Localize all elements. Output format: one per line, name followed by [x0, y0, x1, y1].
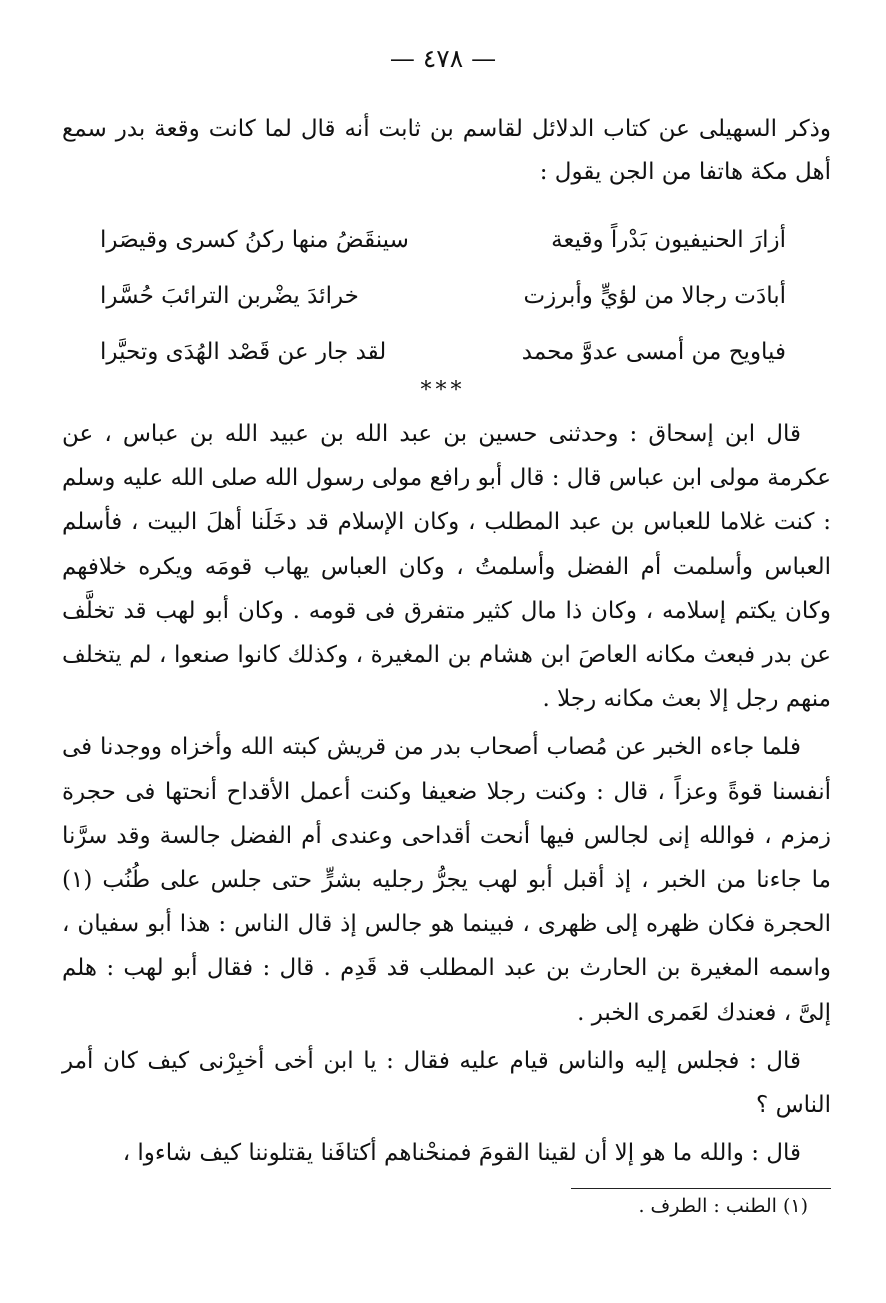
paragraph: قال : والله ما هو إلا أن لقينا القومَ فمنحْناهم أكتافَنا يقتلوننا كيف شاءوا ، [122, 1140, 801, 1167]
footnote: (١) الطنب : الطرف . [638, 1195, 808, 1217]
paragraph: قال : فجلس إليه والناس قيام عليه فقال : يا ابن أخى أخبِرْنى كيف كان أمر الناس ؟ [62, 1047, 831, 1119]
paragraph: فلما جاءه الخبر عن مُصاب أصحاب بدر من قريش كبته الله وأخزاه ووجدنا فى أنفسنا قوةً وعزاً ، قال : وكنت رجلا ضعيفا وكنت أعمل الأقداح أنحتها فى حجرة زمزم ، فوالله إنى لجالس فيها أنحت أقداحى وعندى أم الفضل جالسة وقد سرَّنا ما جاءنا من الخبر ، إذ أقبل أبو لهب يجرُّ رجليه بشرٍّ حتى جلس على طُنُب (١) الحجرة فكان ظهره إلى ظهرى ، فبينما هو جالس إذ قال الناس : هذا أبو سفيان ، واسمه المغيرة بن الحارث بن عبد المطلب قد قَدِم . قال : فقال أبو لهب : هلم إلىَّ ، فعندك لعَمرى الخبر . [62, 734, 831, 1026]
verse-second-hemistich: سينقَضُ منها ركنُ كسرى وقيصَرا [100, 227, 409, 253]
section-separator: *** [420, 378, 466, 403]
intro-paragraph: وذكر السهيلى عن كتاب الدلائل لقاسم بن ثابت أنه قال لما كانت وقعة بدر سمع أهل مكة هاتفا من الجن يقول : [62, 116, 831, 185]
verse-line [100, 324, 786, 380]
main-text [62, 412, 831, 1175]
verse-second-hemistich: خرائدَ يضْربن الترائبَ حُسَّرا [100, 283, 359, 309]
paragraph: قال ابن إسحاق : وحدثنى حسين بن عبد الله بن عبيد الله بن عباس ، عن عكرمة مولى ابن عباس قال : قال أبو رافع مولى رسول الله صلى الله عليه وسلم : كنت غلاما للعباس بن عبد المطلب ، وكان الإسلام قد دخَلَنا أهلَ البيت ، فأسلم العباس وأسلمت أم الفضل وأسلمتُ ، وكان العباس يهاب قومَه ويكره خلافهم وكان يكتم إسلامه ، وكان ذا مال كثير متفرق فى قومه . وكان أبو لهب قد تخلَّف عن بدر فبعث مكانه العاصَ ابن هشام بن المغيرة ، وكذلك كانوا صنعوا ، لم يتخلف منهم رجل إلا بعث مكانه رجلا . [62, 421, 831, 713]
verse-line [100, 212, 786, 268]
page-number: — ٤٧٨ — [389, 44, 497, 73]
footnote-divider [571, 1188, 831, 1189]
verse-first-hemistich: أزارَ الحنيفيون بَدْراً وقيعة [551, 227, 786, 253]
verse-second-hemistich: لقد جار عن قَصْد الهُدَى وتحيَّرا [100, 339, 387, 365]
verse-first-hemistich: أبادَت رجالا من لؤيٍّ وأبرزت [523, 283, 786, 309]
poem [100, 212, 786, 380]
verse-line [100, 268, 786, 324]
verse-first-hemistich: فياويح من أمسى عدوَّ محمد [521, 339, 786, 365]
